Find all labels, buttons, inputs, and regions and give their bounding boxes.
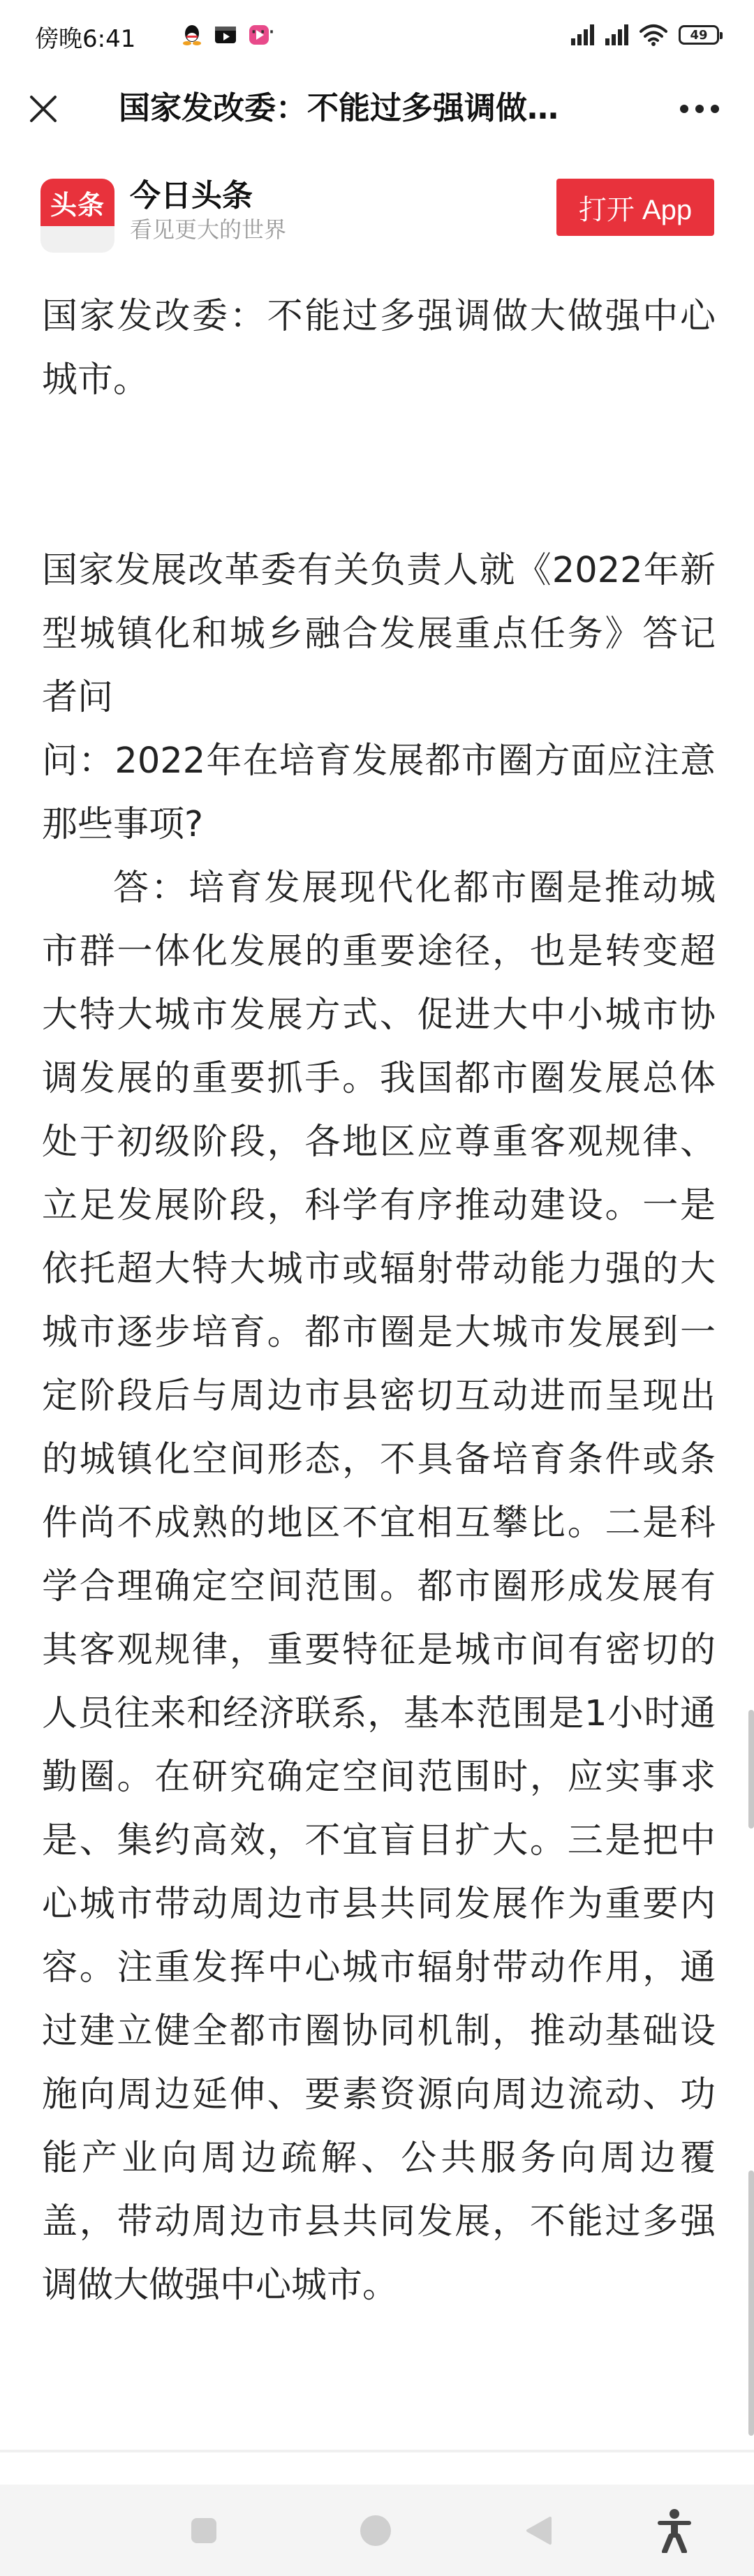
scrollbar-secondary — [748, 2171, 754, 2436]
accessibility-button[interactable] — [648, 2504, 701, 2557]
qq-icon — [180, 23, 204, 47]
app-promo-banner — [0, 148, 754, 260]
article-headline: 国家发改委：不能过多强调做大做强中心城市。 — [42, 296, 716, 401]
battery-icon: 49 — [679, 25, 719, 45]
status-more-dots: ··· — [250, 18, 277, 46]
app-logo — [40, 179, 114, 253]
page-title: 国家发改委：不能过多强调做… — [119, 89, 559, 126]
back-icon — [524, 2515, 554, 2546]
close-icon — [28, 94, 59, 124]
signal-2-icon — [605, 24, 628, 45]
article-body — [42, 285, 716, 2317]
status-system-icons — [571, 20, 719, 50]
title-bar — [0, 70, 754, 148]
open-app-button[interactable]: 打开 App — [556, 179, 714, 236]
app-name: 今日头条 — [130, 178, 253, 214]
app-slogan: 看见更大的世界 — [130, 216, 287, 243]
more-icon — [679, 103, 720, 114]
article-intro: 国家发展改革委有关负责人就《2022年新型城镇化和城乡融合发展重点任务》答记者问 — [42, 550, 716, 718]
status-time: 傍晚6:41 — [35, 25, 136, 53]
recent-apps-button[interactable] — [177, 2504, 230, 2557]
page-divider — [0, 2450, 754, 2452]
article-answer: 答：培育发展现代化都市圈是推动城市群一体化发展的重要途径，也是转变超大特大城市发展方式、促进大中小城市协调发展的重要抓手。我国都市圈发展总体处于初级阶段，各地区应尊重客观规律、立足发展阶段，科学有序推动建设。一是依托超大特大城市或辐射带动能力强的大城市逐步培育。都市圈是大城市发展到一定阶段后与周边市县密切互动进而呈现出的城镇化空间形态，不具备培育条件或条件尚不成熟的地区不宜相互攀比。二是科学合理确定空间范围。都市圈形成发展有其客观规律，重要特征是城市间有密切的人员往来和经济联系，基本范围是1小时通勤圈。在研究确定空间范围时，应实事求是、集约高效，不宜盲目扩大。三是把中心城市带动周边市县共同发展作为重要内容。注重发挥中心城市辐射带动作用，通过建立健全都市圈协同机制，推动基础设施向周边延伸、要素资源向周边流动、功能产业向周边疏解、公共服务向周边覆盖，带动周边市县共同发展，不能过多强调做大做强中心城市。 — [42, 868, 716, 2306]
video-icon — [214, 23, 237, 47]
home-icon — [359, 2514, 392, 2547]
navigation-bar — [0, 2485, 754, 2576]
article-question: 问：2022年在培育发展都市圈方面应注意那些事项? — [42, 740, 716, 845]
home-button[interactable] — [349, 2504, 402, 2557]
close-button[interactable] — [21, 87, 66, 131]
more-options-button[interactable] — [673, 87, 726, 131]
signal-1-icon — [571, 24, 594, 45]
app-logo-text: 头条 — [40, 179, 114, 226]
scrollbar[interactable] — [748, 1710, 754, 1829]
wifi-icon — [640, 24, 667, 46]
recent-apps-icon — [190, 2517, 218, 2545]
status-bar — [0, 0, 754, 70]
back-button[interactable] — [512, 2504, 566, 2557]
accessibility-icon — [655, 2508, 694, 2553]
